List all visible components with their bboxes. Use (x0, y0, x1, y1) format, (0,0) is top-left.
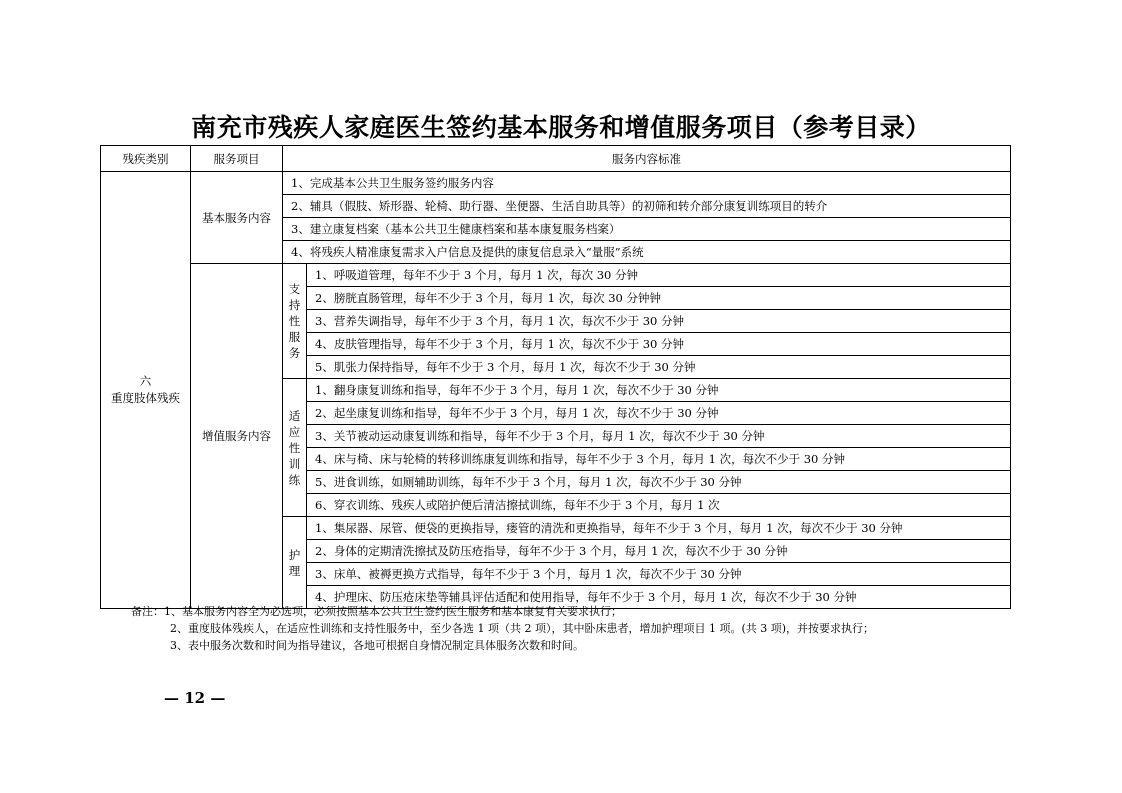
label-char: 训 (288, 456, 301, 471)
supportive-service-label (283, 264, 307, 379)
adaptive-training-label (283, 379, 307, 517)
header-service-standard: 服务内容标准 (283, 146, 1011, 172)
basic-service-label: 基本服务内容 (191, 172, 283, 264)
supportive-item: 5、肌张力保持指导，每年不少于 3 个月，每月 1 次，每次不少于 30 分钟 (307, 356, 1011, 379)
note-line: 2、重度肢体残疾人，在适应性训练和支持性服务中，至少各选 1 项（共 2 项），其中卧床患者，增加护理项目 1 项。(共 3 项)，并按要求执行； (170, 622, 875, 635)
header-service-item: 服务项目 (191, 146, 283, 172)
basic-item: 2、辅具（假肢、矫形器、轮椅、助行器、坐便器、生活自助具等）的初筛和转介部分康复训练项目的转介 (283, 195, 1011, 218)
note-line (131, 603, 874, 620)
adaptive-item: 5、进食训练，如厕辅助训练，每年不少于 3 个月，每月 1 次，每次不少于 30 分钟 (307, 471, 1011, 494)
label-char: 练 (288, 472, 301, 487)
supportive-item: 1、呼吸道管理，每年不少于 3 个月，每月 1 次，每次 30 分钟 (307, 264, 1011, 287)
page-title: 南充市残疾人家庭医生签约基本服务和增值服务项目（参考目录） (191, 113, 931, 142)
label-char: 应 (288, 424, 301, 439)
supportive-item: 2、膀胱直肠管理，每年不少于 3 个月，每月 1 次，每次 30 分钟钟 (307, 287, 1011, 310)
disability-name: 重度肢体残疾 (111, 391, 180, 405)
page-number: — 12 — (164, 689, 226, 707)
table-header-row (101, 146, 1011, 172)
label-char: 护 (288, 547, 301, 562)
table-row (101, 172, 1011, 195)
label-char: 性 (288, 440, 301, 455)
header-disability-category: 残疾类别 (101, 146, 191, 172)
notes-section (131, 603, 874, 654)
adaptive-item: 2、起坐康复训练和指导，每年不少于 3 个月，每月 1 次，每次不少于 30 分钟 (307, 402, 1011, 425)
note-text: 1、基本服务内容全为必选项，必须按照基本公共卫生签约医生服务和基本康复有关要求执行； (164, 605, 622, 618)
basic-item: 4、将残疾人精准康复需求入户信息及提供的康复信息录入“量服”系统 (283, 241, 1011, 264)
label-char: 适 (288, 408, 301, 423)
disability-number: 六 (139, 374, 152, 388)
adaptive-item: 6、穿衣训练、残疾人或陪护便后清洁擦拭训练，每年不少于 3 个月，每月 1 次 (307, 494, 1011, 517)
notes-prefix: 备注： (131, 605, 164, 618)
supportive-item: 3、营养失调指导，每年不少于 3 个月，每月 1 次，每次不少于 30 分钟 (307, 310, 1011, 333)
nursing-item: 4、护理床、防压疮床垫等辅具评估适配和使用指导，每年不少于 3 个月，每月 1 次，每次不少于 30 分钟 (307, 586, 1011, 609)
adaptive-item: 1、翻身康复训练和指导，每年不少于 3 个月，每月 1 次，每次不少于 30 分钟 (307, 379, 1011, 402)
supportive-item: 4、皮肤管理指导，每年不少于 3 个月，每月 1 次，每次不少于 30 分钟 (307, 333, 1011, 356)
disability-category-cell (101, 172, 191, 609)
nursing-item: 3、床单、被褥更换方式指导，每年不少于 3 个月，每月 1 次，每次不少于 30 分钟 (307, 563, 1011, 586)
basic-item: 1、完成基本公共卫生服务签约服务内容 (283, 172, 1011, 195)
nursing-label (283, 517, 307, 609)
note-line: 3、表中服务次数和时间为指导建议，各地可根据自身情况制定具体服务次数和时间。 (170, 639, 584, 652)
value-added-service-label: 增值服务内容 (191, 264, 283, 609)
nursing-item: 2、身体的定期清洗擦拭及防压疮指导，每年不少于 3 个月，每月 1 次，每次不少于 30 分钟 (307, 540, 1011, 563)
basic-item: 3、建立康复档案（基本公共卫生健康档案和基本康复服务档案） (283, 218, 1011, 241)
service-table (100, 145, 1011, 609)
table-row (101, 264, 1011, 287)
label-char: 性 (288, 314, 301, 328)
nursing-item: 1、集尿器、尿管、便袋的更换指导，瘘管的清洗和更换指导，每年不少于 3 个月，每月 1 次，每次不少于 30 分钟 (307, 517, 1011, 540)
label-char: 理 (288, 563, 301, 578)
label-char: 持 (288, 298, 301, 312)
label-char: 务 (288, 346, 301, 360)
label-char: 支 (288, 282, 301, 296)
adaptive-item: 3、关节被动运动康复训练和指导，每年不少于 3 个月，每月 1 次，每次不少于 30 分钟 (307, 425, 1011, 448)
label-char: 服 (288, 330, 301, 344)
adaptive-item: 4、床与椅、床与轮椅的转移训练康复训练和指导，每年不少于 3 个月，每月 1 次，每次不少于 30 分钟 (307, 448, 1011, 471)
